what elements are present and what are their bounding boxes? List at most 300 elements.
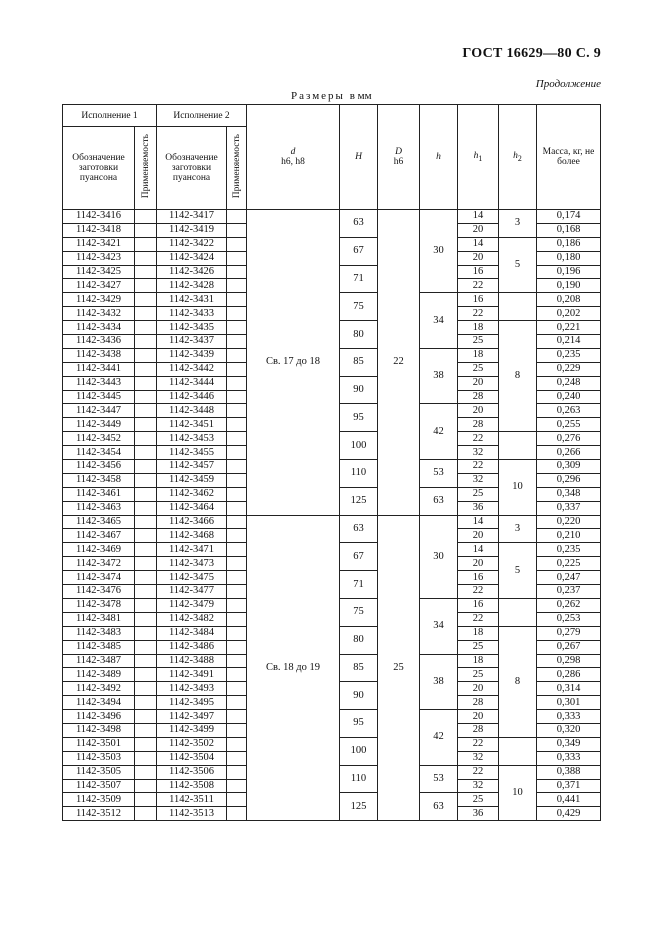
mass-value: 0,286 bbox=[537, 668, 601, 682]
designation-ver2: 1142-3453 bbox=[157, 432, 227, 446]
applicability-ver1 bbox=[135, 335, 157, 349]
h2-value: 5 bbox=[499, 543, 537, 599]
designation-ver1: 1142-3436 bbox=[63, 335, 135, 349]
h2-value: 8 bbox=[499, 626, 537, 737]
applicability-ver2 bbox=[227, 279, 247, 293]
H-value: 80 bbox=[340, 321, 378, 349]
H-value: 95 bbox=[340, 710, 378, 738]
applicability-ver1 bbox=[135, 265, 157, 279]
mass-value: 0,248 bbox=[537, 376, 601, 390]
designation-ver2: 1142-3424 bbox=[157, 251, 227, 265]
h1-value: 16 bbox=[458, 598, 499, 612]
mass-value: 0,253 bbox=[537, 612, 601, 626]
h1-value: 14 bbox=[458, 543, 499, 557]
designation-ver2: 1142-3482 bbox=[157, 612, 227, 626]
mass-value: 0,210 bbox=[537, 529, 601, 543]
h1-value: 18 bbox=[458, 626, 499, 640]
h1-value: 20 bbox=[458, 529, 499, 543]
mass-value: 0,266 bbox=[537, 446, 601, 460]
applicability-ver1 bbox=[135, 585, 157, 599]
h1-value: 22 bbox=[458, 737, 499, 751]
H-header: H bbox=[340, 105, 378, 210]
mass-value: 0,214 bbox=[537, 335, 601, 349]
h-value: 42 bbox=[420, 710, 458, 766]
h1-value: 25 bbox=[458, 362, 499, 376]
applicability-ver1 bbox=[135, 251, 157, 265]
designation-ver1: 1142-3434 bbox=[63, 321, 135, 335]
applicability-ver1 bbox=[135, 557, 157, 571]
h1-value: 36 bbox=[458, 807, 499, 821]
h-value: 42 bbox=[420, 404, 458, 460]
applicability-ver2 bbox=[227, 362, 247, 376]
applicability-label-1: Применяемость bbox=[140, 134, 151, 199]
mass-value: 0,263 bbox=[537, 404, 601, 418]
designation-ver1: 1142-3481 bbox=[63, 612, 135, 626]
h1-symbol: h bbox=[473, 150, 479, 161]
applicability-ver1 bbox=[135, 418, 157, 432]
applicability-ver1 bbox=[135, 460, 157, 474]
designation-ver2: 1142-3446 bbox=[157, 390, 227, 404]
h-value: 53 bbox=[420, 460, 458, 488]
H-value: 90 bbox=[340, 376, 378, 404]
version-1-header: Исполнение 1 bbox=[63, 105, 157, 127]
designation-ver2: 1142-3471 bbox=[157, 543, 227, 557]
designation-ver1: 1142-3427 bbox=[63, 279, 135, 293]
applicability-ver2 bbox=[227, 390, 247, 404]
mass-value: 0,240 bbox=[537, 390, 601, 404]
D-tolerance: h6 bbox=[393, 157, 404, 167]
D-header bbox=[378, 105, 420, 210]
h-value: 63 bbox=[420, 793, 458, 821]
H-value: 71 bbox=[340, 571, 378, 599]
designation-ver2: 1142-3462 bbox=[157, 487, 227, 501]
mass-value: 0,180 bbox=[537, 251, 601, 265]
sizes-caption bbox=[291, 90, 372, 102]
designation-ver2: 1142-3417 bbox=[157, 210, 227, 224]
H-value: 63 bbox=[340, 210, 378, 238]
mass-value: 0,337 bbox=[537, 501, 601, 515]
applicability-ver1 bbox=[135, 654, 157, 668]
h-value: 53 bbox=[420, 765, 458, 793]
designation-ver1: 1142-3467 bbox=[63, 529, 135, 543]
D-symbol: D bbox=[395, 147, 402, 157]
h1-value: 16 bbox=[458, 293, 499, 307]
H-value: 95 bbox=[340, 404, 378, 432]
table-row bbox=[63, 515, 601, 529]
applicability-ver1 bbox=[135, 571, 157, 585]
applicability-ver2 bbox=[227, 432, 247, 446]
h1-value: 22 bbox=[458, 279, 499, 293]
mass-value: 0,348 bbox=[537, 487, 601, 501]
designation-ver2: 1142-3506 bbox=[157, 765, 227, 779]
applicability-ver2 bbox=[227, 265, 247, 279]
h2-value bbox=[499, 598, 537, 626]
H-value: 63 bbox=[340, 515, 378, 543]
mass-value: 0,168 bbox=[537, 223, 601, 237]
applicability-ver2 bbox=[227, 696, 247, 710]
applicability-ver2 bbox=[227, 737, 247, 751]
designation-ver2: 1142-3468 bbox=[157, 529, 227, 543]
applicability-ver2 bbox=[227, 418, 247, 432]
sizes-caption-text: Размеры bbox=[291, 90, 345, 102]
applicability-ver2 bbox=[227, 210, 247, 224]
applicability-ver1 bbox=[135, 765, 157, 779]
applicability-ver2 bbox=[227, 640, 247, 654]
designation-ver2: 1142-3459 bbox=[157, 473, 227, 487]
table-row bbox=[63, 210, 601, 224]
applicability-ver2 bbox=[227, 501, 247, 515]
h1-value: 14 bbox=[458, 237, 499, 251]
designation-ver2: 1142-3484 bbox=[157, 626, 227, 640]
designation-ver1: 1142-3496 bbox=[63, 710, 135, 724]
designation-ver1: 1142-3454 bbox=[63, 446, 135, 460]
mass-value: 0,229 bbox=[537, 362, 601, 376]
h1-value: 14 bbox=[458, 210, 499, 224]
designation-ver1: 1142-3498 bbox=[63, 723, 135, 737]
applicability-ver2 bbox=[227, 751, 247, 765]
applicability-ver1 bbox=[135, 487, 157, 501]
d-range: Св. 17 до 18 bbox=[247, 210, 340, 516]
applicability-ver2 bbox=[227, 376, 247, 390]
designation-ver1: 1142-3458 bbox=[63, 473, 135, 487]
h1-value: 28 bbox=[458, 390, 499, 404]
applicability-ver1 bbox=[135, 668, 157, 682]
h2-value bbox=[499, 432, 537, 460]
applicability-ver2 bbox=[227, 251, 247, 265]
h2-value: 10 bbox=[499, 460, 537, 516]
applicability-ver2 bbox=[227, 529, 247, 543]
applicability-header-1 bbox=[135, 127, 157, 210]
designation-ver1: 1142-3483 bbox=[63, 626, 135, 640]
designation-ver1: 1142-3429 bbox=[63, 293, 135, 307]
h1-value: 20 bbox=[458, 376, 499, 390]
h2-value: 3 bbox=[499, 515, 537, 543]
designation-ver1: 1142-3425 bbox=[63, 265, 135, 279]
applicability-ver1 bbox=[135, 793, 157, 807]
applicability-ver2 bbox=[227, 335, 247, 349]
mass-value: 0,320 bbox=[537, 723, 601, 737]
h1-value: 20 bbox=[458, 682, 499, 696]
applicability-ver2 bbox=[227, 612, 247, 626]
designation-ver1: 1142-3463 bbox=[63, 501, 135, 515]
designation-ver1: 1142-3441 bbox=[63, 362, 135, 376]
mass-value: 0,333 bbox=[537, 751, 601, 765]
applicability-ver1 bbox=[135, 737, 157, 751]
applicability-ver1 bbox=[135, 612, 157, 626]
designation-ver2: 1142-3448 bbox=[157, 404, 227, 418]
h2-value bbox=[499, 737, 537, 765]
applicability-ver1 bbox=[135, 501, 157, 515]
designation-ver1: 1142-3494 bbox=[63, 696, 135, 710]
designation-ver2: 1142-3431 bbox=[157, 293, 227, 307]
applicability-ver2 bbox=[227, 543, 247, 557]
applicability-ver1 bbox=[135, 710, 157, 724]
applicability-ver1 bbox=[135, 293, 157, 307]
h-value: 63 bbox=[420, 487, 458, 515]
designation-ver2: 1142-3435 bbox=[157, 321, 227, 335]
mass-value: 0,237 bbox=[537, 585, 601, 599]
designation-header-1: Обозначение заготовки пуансона bbox=[63, 127, 135, 210]
designation-header-2: Обозначение заготовки пуансона bbox=[157, 127, 227, 210]
H-value: 110 bbox=[340, 460, 378, 488]
designation-ver1: 1142-3478 bbox=[63, 598, 135, 612]
designation-ver1: 1142-3489 bbox=[63, 668, 135, 682]
h1-value: 32 bbox=[458, 779, 499, 793]
applicability-ver1 bbox=[135, 321, 157, 335]
mass-value: 0,235 bbox=[537, 348, 601, 362]
h1-value: 25 bbox=[458, 793, 499, 807]
mass-value: 0,262 bbox=[537, 598, 601, 612]
applicability-ver2 bbox=[227, 723, 247, 737]
applicability-ver1 bbox=[135, 376, 157, 390]
applicability-ver1 bbox=[135, 237, 157, 251]
applicability-ver1 bbox=[135, 446, 157, 460]
h2-value: 8 bbox=[499, 321, 537, 432]
applicability-ver2 bbox=[227, 473, 247, 487]
mass-value: 0,221 bbox=[537, 321, 601, 335]
applicability-ver1 bbox=[135, 682, 157, 696]
applicability-ver2 bbox=[227, 779, 247, 793]
h1-value: 18 bbox=[458, 321, 499, 335]
applicability-ver1 bbox=[135, 473, 157, 487]
applicability-ver2 bbox=[227, 598, 247, 612]
applicability-ver2 bbox=[227, 460, 247, 474]
designation-ver2: 1142-3502 bbox=[157, 737, 227, 751]
mass-value: 0,301 bbox=[537, 696, 601, 710]
designation-ver1: 1142-3465 bbox=[63, 515, 135, 529]
h2-value: 3 bbox=[499, 210, 537, 238]
h2-value bbox=[499, 293, 537, 321]
designation-ver2: 1142-3475 bbox=[157, 571, 227, 585]
designation-ver2: 1142-3464 bbox=[157, 501, 227, 515]
sizes-unit: в мм bbox=[349, 90, 372, 102]
h1-value: 32 bbox=[458, 751, 499, 765]
h1-value: 32 bbox=[458, 446, 499, 460]
designation-ver2: 1142-3497 bbox=[157, 710, 227, 724]
designation-ver2: 1142-3473 bbox=[157, 557, 227, 571]
applicability-ver2 bbox=[227, 765, 247, 779]
h1-value: 16 bbox=[458, 571, 499, 585]
H-value: 110 bbox=[340, 765, 378, 793]
designation-ver2: 1142-3513 bbox=[157, 807, 227, 821]
h-value: 38 bbox=[420, 654, 458, 710]
designation-ver2: 1142-3451 bbox=[157, 418, 227, 432]
designation-ver1: 1142-3416 bbox=[63, 210, 135, 224]
designation-ver2: 1142-3466 bbox=[157, 515, 227, 529]
designation-ver2: 1142-3486 bbox=[157, 640, 227, 654]
h1-header bbox=[458, 105, 499, 210]
designation-ver2: 1142-3457 bbox=[157, 460, 227, 474]
mass-value: 0,186 bbox=[537, 237, 601, 251]
applicability-ver1 bbox=[135, 543, 157, 557]
applicability-ver1 bbox=[135, 529, 157, 543]
h2-value: 10 bbox=[499, 765, 537, 821]
designation-ver1: 1142-3492 bbox=[63, 682, 135, 696]
mass-header: Масса, кг, не более bbox=[537, 105, 601, 210]
designation-ver1: 1142-3512 bbox=[63, 807, 135, 821]
mass-value: 0,220 bbox=[537, 515, 601, 529]
continuation-label: Продолжение bbox=[535, 78, 601, 90]
h1-subscript: 1 bbox=[478, 153, 483, 163]
designation-ver1: 1142-3503 bbox=[63, 751, 135, 765]
applicability-ver1 bbox=[135, 390, 157, 404]
mass-value: 0,371 bbox=[537, 779, 601, 793]
h-value: 30 bbox=[420, 515, 458, 598]
h1-value: 22 bbox=[458, 432, 499, 446]
designation-ver2: 1142-3495 bbox=[157, 696, 227, 710]
applicability-ver2 bbox=[227, 446, 247, 460]
designation-ver2: 1142-3444 bbox=[157, 376, 227, 390]
h1-value: 25 bbox=[458, 640, 499, 654]
H-value: 71 bbox=[340, 265, 378, 293]
H-value: 75 bbox=[340, 293, 378, 321]
applicability-ver2 bbox=[227, 307, 247, 321]
h1-value: 28 bbox=[458, 418, 499, 432]
H-value: 85 bbox=[340, 348, 378, 376]
h1-value: 20 bbox=[458, 710, 499, 724]
designation-ver2: 1142-3433 bbox=[157, 307, 227, 321]
h2-symbol: h bbox=[513, 150, 518, 161]
designation-ver2: 1142-3426 bbox=[157, 265, 227, 279]
mass-value: 0,388 bbox=[537, 765, 601, 779]
applicability-ver1 bbox=[135, 696, 157, 710]
designation-ver2: 1142-3455 bbox=[157, 446, 227, 460]
designation-ver1: 1142-3501 bbox=[63, 737, 135, 751]
h-value: 38 bbox=[420, 348, 458, 404]
applicability-ver1 bbox=[135, 210, 157, 224]
applicability-ver1 bbox=[135, 432, 157, 446]
designation-ver2: 1142-3442 bbox=[157, 362, 227, 376]
designation-ver2: 1142-3428 bbox=[157, 279, 227, 293]
applicability-ver2 bbox=[227, 404, 247, 418]
H-value: 80 bbox=[340, 626, 378, 654]
mass-value: 0,441 bbox=[537, 793, 601, 807]
designation-ver1: 1142-3487 bbox=[63, 654, 135, 668]
designation-ver1: 1142-3472 bbox=[63, 557, 135, 571]
designation-ver1: 1142-3432 bbox=[63, 307, 135, 321]
applicability-ver1 bbox=[135, 223, 157, 237]
applicability-ver1 bbox=[135, 779, 157, 793]
h1-value: 16 bbox=[458, 265, 499, 279]
h1-value: 28 bbox=[458, 696, 499, 710]
designation-ver1: 1142-3505 bbox=[63, 765, 135, 779]
page-header: ГОСТ 16629—80 С. 9 bbox=[462, 46, 601, 61]
h1-value: 22 bbox=[458, 585, 499, 599]
h1-value: 22 bbox=[458, 307, 499, 321]
applicability-ver1 bbox=[135, 279, 157, 293]
applicability-ver2 bbox=[227, 348, 247, 362]
h2-header bbox=[499, 105, 537, 210]
designation-ver1: 1142-3423 bbox=[63, 251, 135, 265]
designation-ver1: 1142-3445 bbox=[63, 390, 135, 404]
designation-ver2: 1142-3422 bbox=[157, 237, 227, 251]
designation-ver1: 1142-3418 bbox=[63, 223, 135, 237]
mass-value: 0,309 bbox=[537, 460, 601, 474]
designation-ver1: 1142-3421 bbox=[63, 237, 135, 251]
mass-value: 0,190 bbox=[537, 279, 601, 293]
H-value: 85 bbox=[340, 654, 378, 682]
designation-ver1: 1142-3507 bbox=[63, 779, 135, 793]
D-value: 25 bbox=[378, 515, 420, 821]
designation-ver2: 1142-3439 bbox=[157, 348, 227, 362]
applicability-ver2 bbox=[227, 585, 247, 599]
applicability-ver1 bbox=[135, 640, 157, 654]
designation-ver2: 1142-3488 bbox=[157, 654, 227, 668]
applicability-ver2 bbox=[227, 557, 247, 571]
mass-value: 0,333 bbox=[537, 710, 601, 724]
h1-value: 20 bbox=[458, 251, 499, 265]
applicability-ver2 bbox=[227, 237, 247, 251]
h1-value: 18 bbox=[458, 348, 499, 362]
designation-ver1: 1142-3485 bbox=[63, 640, 135, 654]
designation-ver1: 1142-3438 bbox=[63, 348, 135, 362]
h1-value: 22 bbox=[458, 460, 499, 474]
h-value: 34 bbox=[420, 293, 458, 349]
applicability-ver2 bbox=[227, 654, 247, 668]
applicability-ver2 bbox=[227, 793, 247, 807]
designation-ver2: 1142-3493 bbox=[157, 682, 227, 696]
applicability-ver1 bbox=[135, 723, 157, 737]
h2-subscript: 2 bbox=[517, 153, 522, 163]
applicability-ver1 bbox=[135, 626, 157, 640]
designation-ver1: 1142-3474 bbox=[63, 571, 135, 585]
applicability-ver1 bbox=[135, 307, 157, 321]
designation-ver1: 1142-3452 bbox=[63, 432, 135, 446]
H-value: 90 bbox=[340, 682, 378, 710]
h1-value: 25 bbox=[458, 668, 499, 682]
H-value: 125 bbox=[340, 487, 378, 515]
h1-value: 25 bbox=[458, 335, 499, 349]
mass-value: 0,296 bbox=[537, 473, 601, 487]
dimensions-table bbox=[62, 104, 601, 821]
H-value: 67 bbox=[340, 237, 378, 265]
h1-value: 22 bbox=[458, 612, 499, 626]
h-value: 30 bbox=[420, 210, 458, 293]
h-value: 34 bbox=[420, 598, 458, 654]
mass-value: 0,235 bbox=[537, 543, 601, 557]
applicability-header-2 bbox=[227, 127, 247, 210]
h1-value: 22 bbox=[458, 765, 499, 779]
mass-value: 0,196 bbox=[537, 265, 601, 279]
designation-ver1: 1142-3449 bbox=[63, 418, 135, 432]
d-range: Св. 18 до 19 bbox=[247, 515, 340, 821]
H-value: 100 bbox=[340, 737, 378, 765]
applicability-ver2 bbox=[227, 293, 247, 307]
h1-value: 25 bbox=[458, 487, 499, 501]
mass-value: 0,314 bbox=[537, 682, 601, 696]
designation-ver2: 1142-3491 bbox=[157, 668, 227, 682]
applicability-ver2 bbox=[227, 710, 247, 724]
h1-value: 20 bbox=[458, 404, 499, 418]
mass-value: 0,174 bbox=[537, 210, 601, 224]
applicability-ver1 bbox=[135, 362, 157, 376]
d-header bbox=[247, 105, 340, 210]
mass-value: 0,349 bbox=[537, 737, 601, 751]
D-value: 22 bbox=[378, 210, 420, 516]
mass-value: 0,247 bbox=[537, 571, 601, 585]
applicability-ver2 bbox=[227, 321, 247, 335]
H-value: 125 bbox=[340, 793, 378, 821]
H-value: 75 bbox=[340, 598, 378, 626]
mass-value: 0,276 bbox=[537, 432, 601, 446]
designation-ver2: 1142-3477 bbox=[157, 585, 227, 599]
designation-ver1: 1142-3509 bbox=[63, 793, 135, 807]
mass-value: 0,429 bbox=[537, 807, 601, 821]
h1-value: 32 bbox=[458, 473, 499, 487]
mass-value: 0,298 bbox=[537, 654, 601, 668]
mass-value: 0,279 bbox=[537, 626, 601, 640]
designation-ver2: 1142-3508 bbox=[157, 779, 227, 793]
